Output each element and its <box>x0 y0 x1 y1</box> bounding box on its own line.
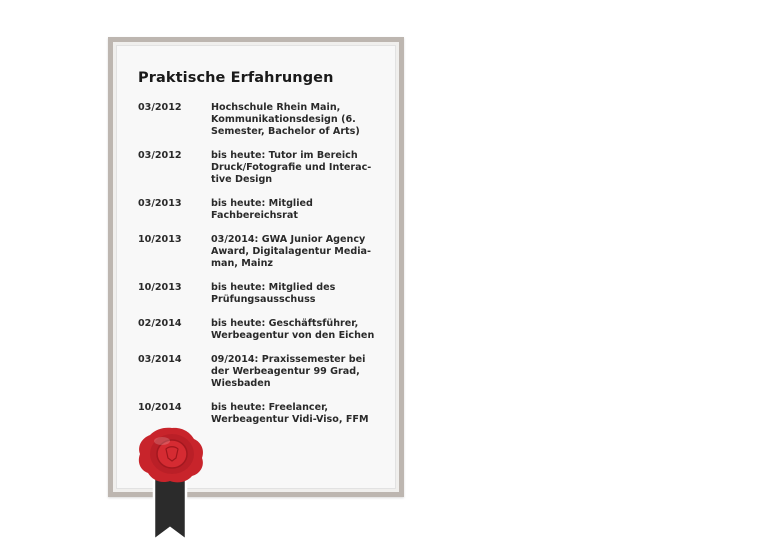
entry-description: bis heute: Mitglied Fachbereichsrat <box>211 198 313 221</box>
entry-date: 02/2014 <box>138 318 182 329</box>
entry-date: 10/2013 <box>138 282 182 293</box>
experience-entry <box>138 234 379 270</box>
entry-description: bis heute: Mitglied des Prüfungsausschuss <box>211 282 336 305</box>
wax-seal-icon <box>134 424 210 544</box>
certificate-paper <box>116 45 396 489</box>
entry-description: bis heute: Freelancer, Werbeagentur Vidi-Viso, FFM <box>211 402 369 425</box>
entry-description: 03/2014: GWA Junior Agency Award, Digitalagentur Media-man, Mainz <box>211 234 371 269</box>
entry-date: 10/2013 <box>138 234 182 245</box>
experience-entry <box>138 282 379 306</box>
experience-entry <box>138 150 379 186</box>
entry-date: 10/2014 <box>138 402 182 413</box>
experience-entry <box>138 402 379 426</box>
entry-description: bis heute: Tutor im Bereich Druck/Fotografie und Interac-tive Design <box>211 150 372 185</box>
entry-description: bis heute: Geschäftsführer, Werbeagentur von den Eichen <box>211 318 375 341</box>
certificate-title: Praktische Erfahrungen <box>138 70 334 86</box>
entry-description: 09/2014: Praxissemester bei der Werbeagentur 99 Grad, Wiesbaden <box>211 354 366 389</box>
entry-date: 03/2013 <box>138 198 182 209</box>
entry-date: 03/2012 <box>138 102 182 113</box>
entry-date: 03/2014 <box>138 354 182 365</box>
experience-entry <box>138 318 379 342</box>
entry-date: 03/2012 <box>138 150 182 161</box>
experience-entry <box>138 354 379 390</box>
experience-entry <box>138 102 379 138</box>
experience-entry <box>138 198 379 222</box>
entry-description: Hochschule Rhein Main, Kommunikationsdesign (6. Semester, Bachelor of Arts) <box>211 102 360 137</box>
